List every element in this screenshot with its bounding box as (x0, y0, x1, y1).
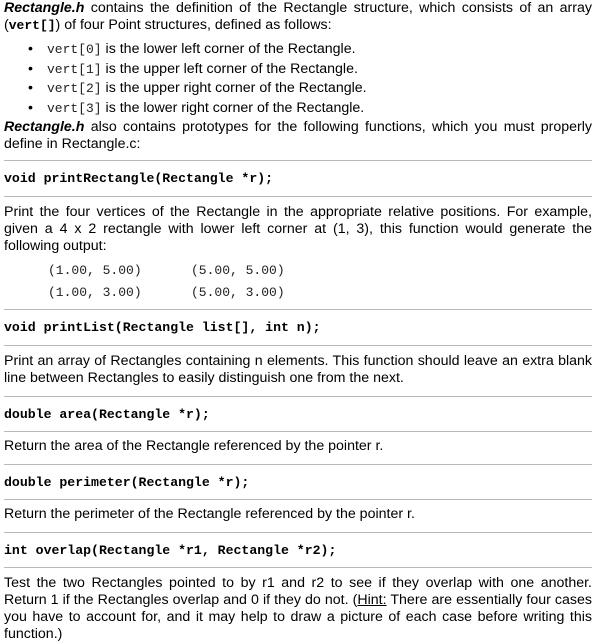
output-row (4, 285, 592, 307)
divider (4, 396, 592, 397)
intro-filename: Rectangle.h (4, 0, 85, 16)
intro-text-b: ) of four Point structures, defined as follows: (55, 17, 332, 33)
bullet-code: vert[1] (47, 61, 102, 77)
vertex-bullet-list (4, 40, 592, 118)
bullet-item-vert3 (4, 99, 592, 119)
output-cell: (5.00, 3.00) (191, 285, 285, 300)
overlap-description (4, 575, 592, 643)
intro-paragraph (4, 0, 592, 34)
bullet-text: is the upper left corner of the Rectangle. (101, 60, 358, 77)
divider (4, 309, 592, 310)
bullet-dot-icon: • (28, 60, 33, 77)
bullet-item-vert2 (4, 79, 592, 99)
divider (4, 160, 592, 161)
divider (4, 567, 592, 568)
overlap-description-a: Test the two Rectangles pointed to by r1 and r2 to see if they overlap with one another. Return 1 if the Rectangles overlap and 0 if they do not. ( (4, 575, 592, 608)
bullet-dot-icon: • (28, 99, 33, 116)
example-output-block (4, 263, 592, 307)
bullet-code: vert[3] (47, 100, 102, 116)
bullet-code: vert[2] (47, 81, 102, 96)
bullet-text: is the lower left corner of the Rectangle. (101, 41, 356, 57)
prototypes-intro-paragraph (4, 119, 592, 153)
output-cell: (1.00, 5.00) (48, 263, 142, 278)
document-page (4, 0, 592, 643)
output-row (4, 263, 592, 285)
overlap-description-b: There are essentially four cases you have to account for, and it may help to draw a picture of each case before writing this function.) (4, 592, 592, 642)
area-signature: double area(Rectangle *r); (4, 407, 210, 422)
print-list-signature: void printList(Rectangle list[], int n); (4, 320, 321, 335)
divider (4, 499, 592, 500)
area-description: Return the area of the Rectangle referenced by the pointer r. (4, 438, 384, 454)
divider (4, 464, 592, 465)
print-list-description: Print an array of Rectangles containing n elements. This function should leave an extra blank line between Rectangles to easily distinguish one from the next. (4, 353, 592, 386)
divider (4, 532, 592, 533)
print-rectangle-signature: void printRectangle(Rectangle *r); (4, 171, 274, 186)
intro-text-a: contains the definition of the Rectangle structure, which consists of an array ( (4, 0, 592, 33)
bullet-item-vert0 (4, 40, 592, 60)
bullet-item-vert1 (4, 60, 592, 80)
output-cell: (1.00, 3.00) (48, 285, 142, 300)
divider (4, 345, 592, 346)
perimeter-signature: double perimeter(Rectangle *r); (4, 475, 250, 490)
bullet-dot-icon: • (28, 41, 33, 57)
intro-field-code: vert[] (8, 18, 56, 33)
bullet-text: is the upper right corner of the Rectangle. (101, 80, 367, 96)
perimeter-description: Return the perimeter of the Rectangle referenced by the pointer r. (4, 506, 415, 522)
prototypes-intro-text: also contains prototypes for the following functions, which you must properly define in Rectangle.c: (4, 119, 592, 152)
divider (4, 431, 592, 432)
bullet-dot-icon: • (28, 80, 33, 96)
bullet-code: vert[0] (47, 42, 102, 57)
overlap-signature: int overlap(Rectangle *r1, Rectangle *r2); (4, 543, 337, 558)
bullet-text: is the lower right corner of the Rectangle. (101, 99, 365, 116)
prototypes-filename: Rectangle.h (4, 119, 85, 135)
divider (4, 196, 592, 197)
print-rectangle-description: Print the four vertices of the Rectangle in the appropriate relative positions. For example, given a 4 x 2 rectangle with lower left corner at (1, 3), this function would generate the following output: (4, 204, 592, 254)
hint-label: Hint: (357, 592, 387, 608)
output-cell: (5.00, 5.00) (191, 263, 285, 278)
